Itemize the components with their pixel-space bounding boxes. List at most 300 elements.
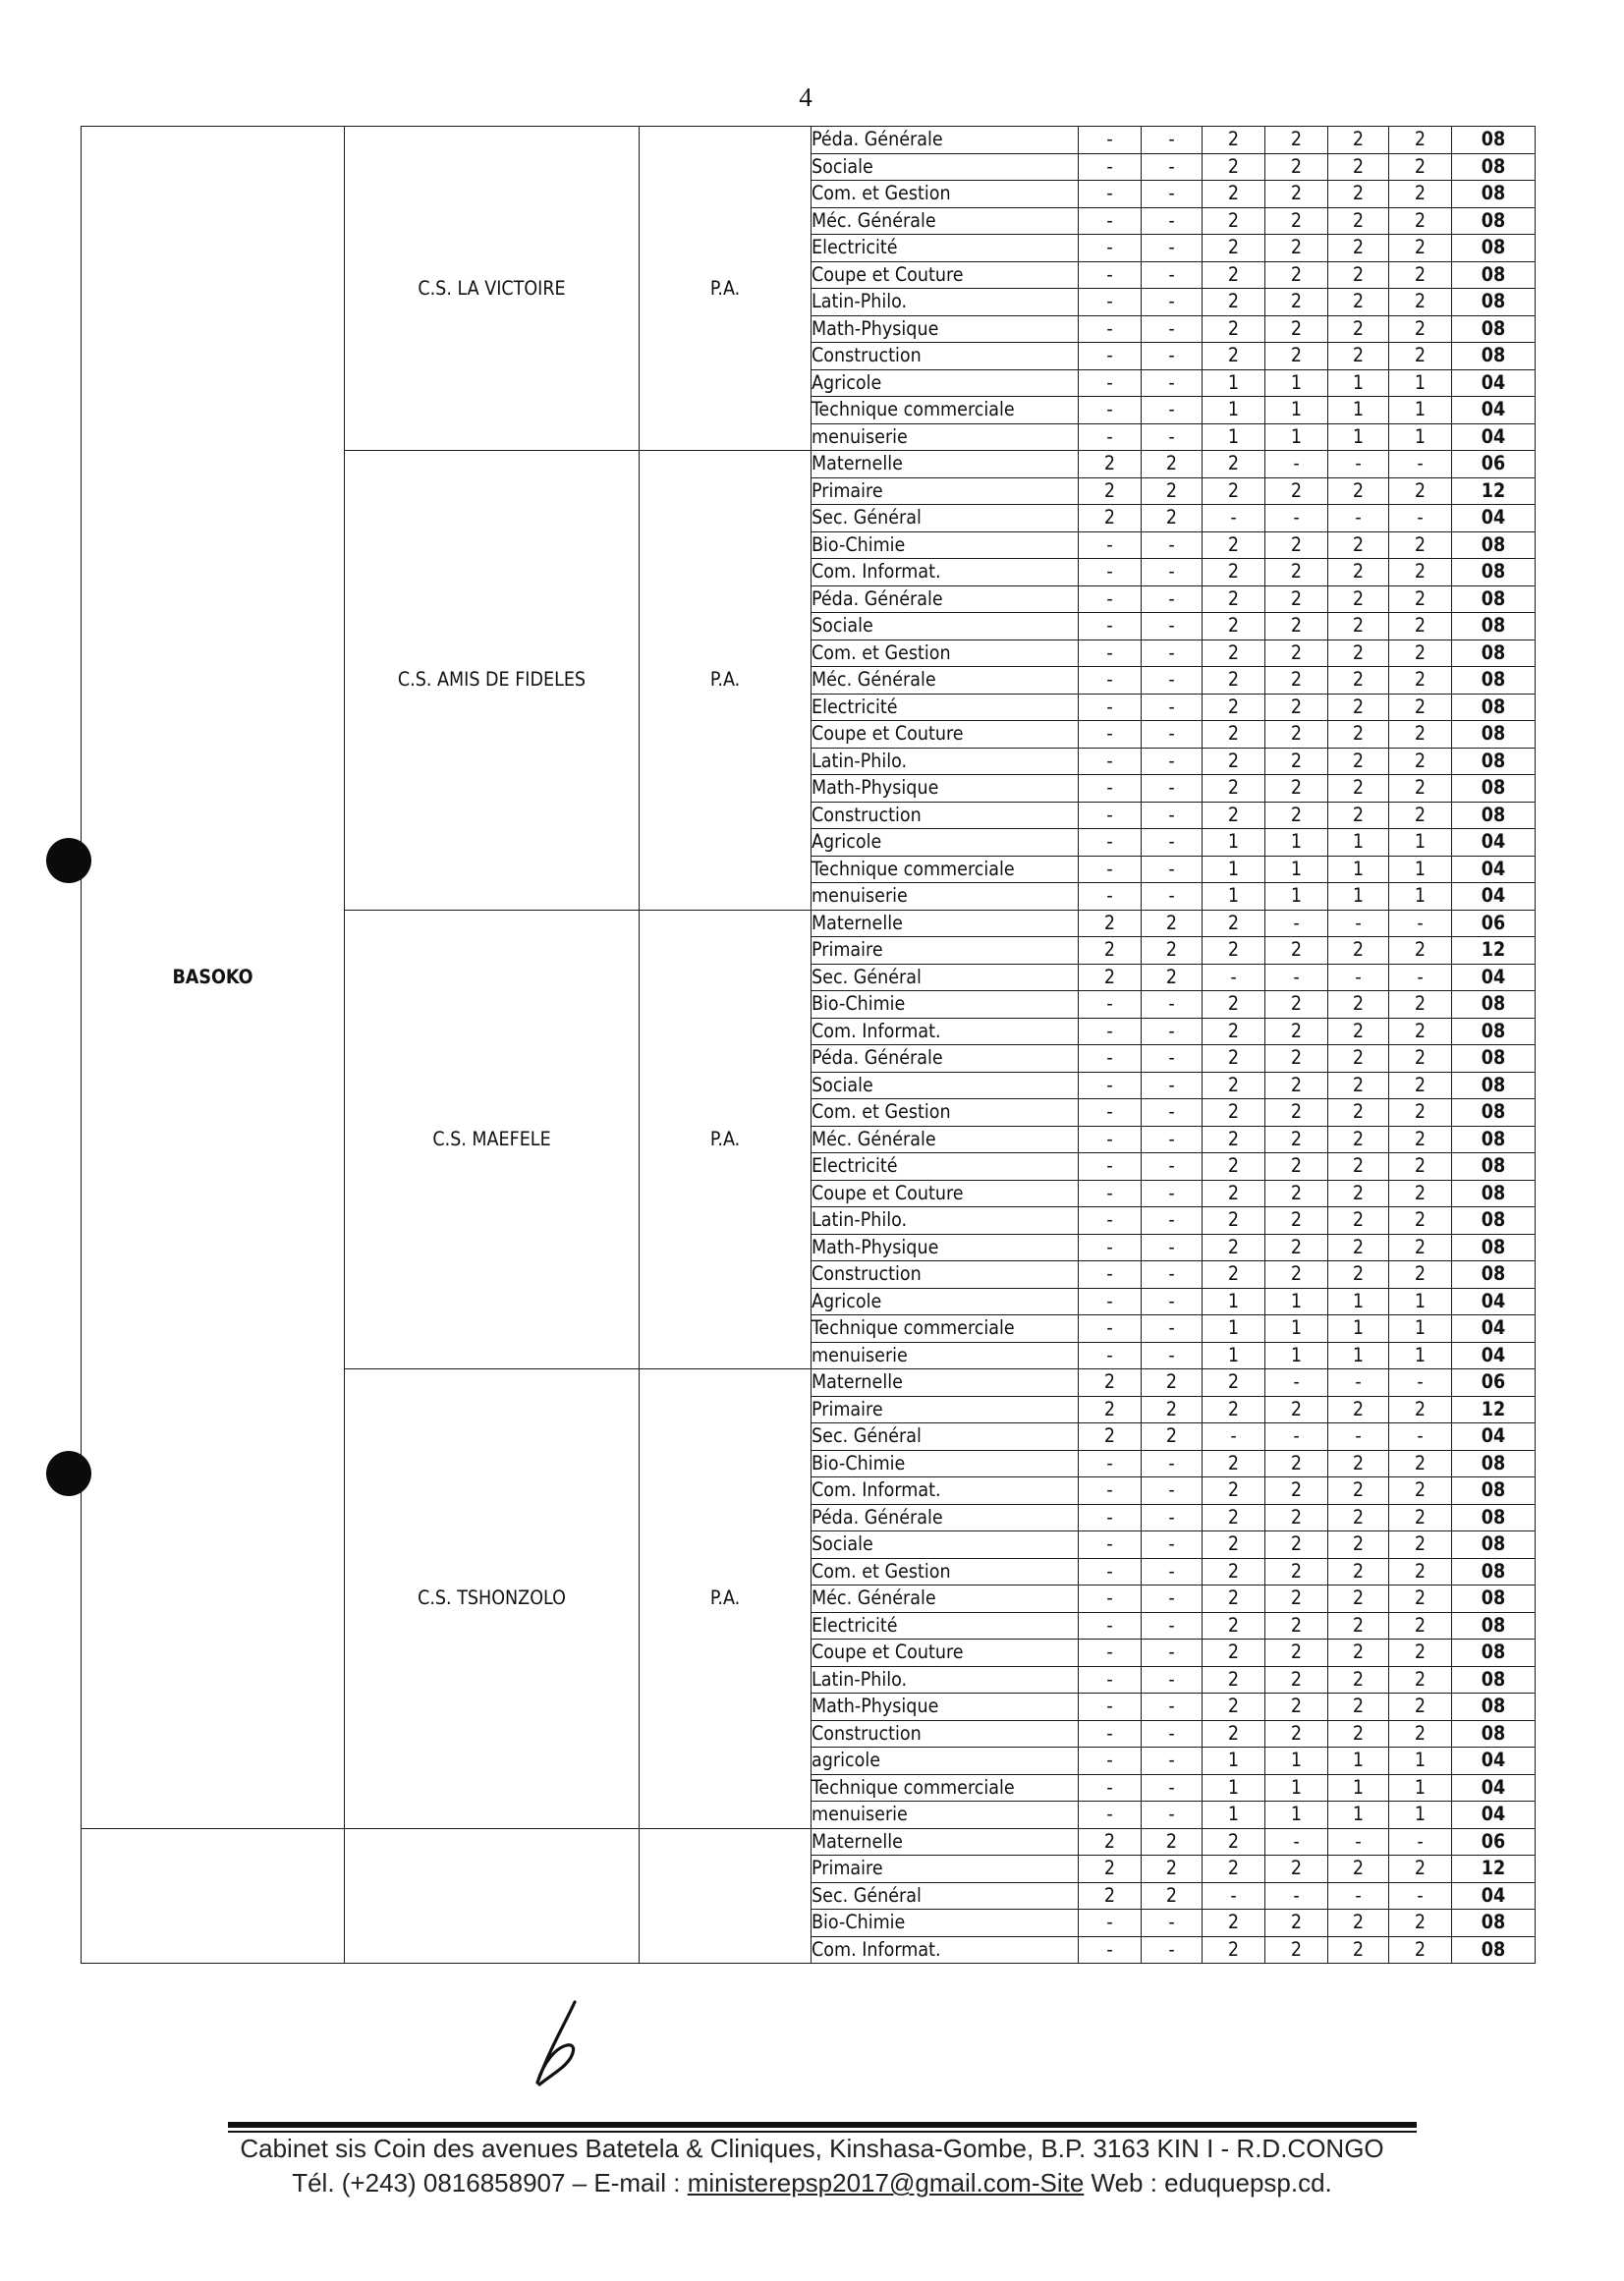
value-cell: 2	[1203, 937, 1265, 965]
option-cell: Méc. Générale	[812, 667, 1079, 695]
value-cell: 1	[1389, 1288, 1452, 1315]
total-cell: 08	[1452, 694, 1536, 721]
table-body	[82, 127, 1536, 1964]
value-cell: -	[1389, 964, 1452, 991]
option-cell: Sec. Général	[812, 1882, 1079, 1910]
page-number: 4	[799, 83, 812, 112]
value-cell: 2	[1265, 802, 1328, 829]
value-cell: 2	[1203, 613, 1265, 640]
value-cell: 2	[1328, 1531, 1389, 1559]
value-cell: -	[1142, 1450, 1203, 1477]
value-cell: -	[1265, 505, 1328, 532]
value-cell: 2	[1328, 694, 1389, 721]
value-cell: 2	[1142, 937, 1203, 965]
value-cell: -	[1079, 343, 1142, 370]
value-cell: 2	[1265, 1720, 1328, 1748]
value-cell: 2	[1389, 937, 1452, 965]
option-cell: Sec. Général	[812, 964, 1079, 991]
value-cell: 2	[1203, 1640, 1265, 1667]
value-cell: 1	[1328, 1288, 1389, 1315]
value-cell: 2	[1328, 343, 1389, 370]
total-cell: 08	[1452, 207, 1536, 235]
total-cell: 04	[1452, 964, 1536, 991]
value-cell: -	[1142, 559, 1203, 586]
value-cell: 2	[1265, 531, 1328, 559]
total-cell: 08	[1452, 1126, 1536, 1153]
value-cell: 2	[1265, 640, 1328, 667]
value-cell: 2	[1328, 1910, 1389, 1937]
regime-cell: P.A.	[640, 910, 812, 1369]
value-cell: 2	[1328, 477, 1389, 505]
value-cell: -	[1142, 748, 1203, 775]
value-cell: 1	[1389, 1315, 1452, 1343]
value-cell: 2	[1203, 1180, 1265, 1207]
value-cell: 2	[1328, 991, 1389, 1019]
value-cell: 2	[1389, 1072, 1452, 1099]
value-cell: 2	[1328, 613, 1389, 640]
total-cell: 08	[1452, 1586, 1536, 1613]
table-row	[82, 127, 1536, 154]
total-cell: 08	[1452, 667, 1536, 695]
value-cell: -	[1142, 531, 1203, 559]
value-cell: 1	[1265, 369, 1328, 397]
value-cell: 2	[1328, 1180, 1389, 1207]
value-cell: -	[1328, 1828, 1389, 1856]
value-cell: -	[1328, 451, 1389, 478]
value-cell: -	[1142, 1180, 1203, 1207]
footer-rule	[228, 2122, 1417, 2128]
value-cell: 2	[1203, 153, 1265, 181]
value-cell: 1	[1203, 1342, 1265, 1369]
footer-contact	[0, 2168, 1624, 2198]
total-cell: 08	[1452, 748, 1536, 775]
value-cell: -	[1142, 261, 1203, 289]
total-cell: 08	[1452, 559, 1536, 586]
value-cell: 2	[1265, 694, 1328, 721]
value-cell: 2	[1265, 775, 1328, 803]
value-cell: 2	[1328, 1612, 1389, 1640]
value-cell: -	[1079, 829, 1142, 857]
option-cell: Agricole	[812, 369, 1079, 397]
value-cell: 2	[1328, 1450, 1389, 1477]
value-cell: -	[1079, 1180, 1142, 1207]
value-cell: 2	[1203, 1531, 1265, 1559]
value-cell: -	[1328, 1369, 1389, 1397]
value-cell: 1	[1265, 423, 1328, 451]
option-cell: Construction	[812, 343, 1079, 370]
value-cell: -	[1142, 1099, 1203, 1127]
value-cell: 2	[1203, 477, 1265, 505]
value-cell: 2	[1203, 640, 1265, 667]
value-cell: -	[1079, 1450, 1142, 1477]
value-cell: -	[1328, 1423, 1389, 1451]
option-cell: menuiserie	[812, 883, 1079, 911]
total-cell: 08	[1452, 1612, 1536, 1640]
total-cell: 08	[1452, 775, 1536, 803]
value-cell: 2	[1142, 1828, 1203, 1856]
value-cell: 1	[1203, 369, 1265, 397]
value-cell: -	[1142, 235, 1203, 262]
value-cell: 2	[1389, 1018, 1452, 1045]
option-cell: Latin-Philo.	[812, 289, 1079, 316]
value-cell: -	[1389, 505, 1452, 532]
value-cell: 2	[1203, 289, 1265, 316]
value-cell: 1	[1203, 829, 1265, 857]
total-cell: 08	[1452, 1531, 1536, 1559]
value-cell: 2	[1203, 1504, 1265, 1531]
value-cell: 2	[1203, 1694, 1265, 1721]
value-cell: -	[1265, 1882, 1328, 1910]
option-cell: Péda. Générale	[812, 585, 1079, 613]
total-cell: 08	[1452, 343, 1536, 370]
total-cell: 12	[1452, 1856, 1536, 1883]
value-cell: -	[1142, 423, 1203, 451]
value-cell: 2	[1265, 1207, 1328, 1235]
value-cell: 2	[1389, 640, 1452, 667]
total-cell: 04	[1452, 1315, 1536, 1343]
value-cell: 2	[1265, 181, 1328, 208]
value-cell: -	[1079, 423, 1142, 451]
value-cell: 2	[1203, 1720, 1265, 1748]
regime-cell: P.A.	[640, 1369, 812, 1829]
value-cell: 2	[1328, 1856, 1389, 1883]
value-cell: -	[1203, 1882, 1265, 1910]
option-cell: Electricité	[812, 235, 1079, 262]
value-cell: 2	[1328, 640, 1389, 667]
value-cell: 2	[1079, 1396, 1142, 1423]
option-cell: Math-Physique	[812, 1234, 1079, 1261]
value-cell: 2	[1203, 1018, 1265, 1045]
option-cell: Bio-Chimie	[812, 531, 1079, 559]
option-cell: Technique commerciale	[812, 397, 1079, 424]
value-cell: 2	[1265, 1936, 1328, 1964]
value-cell: 2	[1389, 1558, 1452, 1586]
value-cell: 2	[1328, 315, 1389, 343]
value-cell: 2	[1389, 1396, 1452, 1423]
value-cell: 1	[1203, 1315, 1265, 1343]
value-cell: -	[1142, 640, 1203, 667]
value-cell: 2	[1265, 1396, 1328, 1423]
value-cell: 2	[1328, 1666, 1389, 1694]
value-cell: 2	[1389, 775, 1452, 803]
district-cell: BASOKO	[82, 127, 345, 1829]
value-cell: 2	[1265, 207, 1328, 235]
value-cell: -	[1142, 667, 1203, 695]
value-cell: 2	[1328, 235, 1389, 262]
option-cell: Construction	[812, 802, 1079, 829]
value-cell: 2	[1203, 585, 1265, 613]
value-cell: 2	[1265, 1612, 1328, 1640]
value-cell: -	[1142, 802, 1203, 829]
value-cell: -	[1079, 1261, 1142, 1289]
value-cell: 2	[1328, 1018, 1389, 1045]
value-cell: -	[1079, 289, 1142, 316]
option-cell: Agricole	[812, 1288, 1079, 1315]
option-cell: Math-Physique	[812, 775, 1079, 803]
total-cell: 08	[1452, 1666, 1536, 1694]
value-cell: 2	[1265, 289, 1328, 316]
value-cell: -	[1142, 1612, 1203, 1640]
value-cell: 2	[1328, 1207, 1389, 1235]
option-cell: Maternelle	[812, 451, 1079, 478]
value-cell: 2	[1328, 289, 1389, 316]
total-cell: 04	[1452, 829, 1536, 857]
value-cell: 2	[1203, 1099, 1265, 1127]
value-cell: 2	[1265, 585, 1328, 613]
option-cell: Sociale	[812, 613, 1079, 640]
value-cell: 1	[1389, 1342, 1452, 1369]
value-cell: 2	[1389, 1586, 1452, 1613]
value-cell: 2	[1328, 153, 1389, 181]
value-cell: 2	[1203, 1207, 1265, 1235]
value-cell: -	[1389, 910, 1452, 937]
value-cell: 2	[1265, 937, 1328, 965]
value-cell: 2	[1265, 1558, 1328, 1586]
value-cell: 2	[1142, 505, 1203, 532]
value-cell: 2	[1203, 721, 1265, 749]
value-cell: -	[1142, 397, 1203, 424]
total-cell: 04	[1452, 1882, 1536, 1910]
value-cell: -	[1142, 1720, 1203, 1748]
value-cell: 1	[1389, 883, 1452, 911]
value-cell: 2	[1389, 343, 1452, 370]
value-cell: 2	[1328, 1558, 1389, 1586]
value-cell: 2	[1203, 343, 1265, 370]
value-cell: 2	[1265, 1694, 1328, 1721]
value-cell: 2	[1265, 613, 1328, 640]
total-cell: 08	[1452, 289, 1536, 316]
value-cell: 2	[1265, 1126, 1328, 1153]
value-cell: -	[1389, 1828, 1452, 1856]
value-cell: 1	[1265, 1288, 1328, 1315]
total-cell: 08	[1452, 1180, 1536, 1207]
value-cell: 2	[1079, 937, 1142, 965]
value-cell: -	[1079, 1720, 1142, 1748]
value-cell: -	[1265, 451, 1328, 478]
value-cell: -	[1142, 1531, 1203, 1559]
value-cell: -	[1142, 127, 1203, 154]
value-cell: -	[1142, 1315, 1203, 1343]
value-cell: 2	[1328, 1261, 1389, 1289]
value-cell: -	[1142, 1126, 1203, 1153]
value-cell: 1	[1203, 1802, 1265, 1829]
total-cell: 04	[1452, 505, 1536, 532]
total-cell: 04	[1452, 1342, 1536, 1369]
value-cell: -	[1079, 315, 1142, 343]
value-cell: 2	[1328, 1504, 1389, 1531]
value-cell: -	[1079, 856, 1142, 883]
value-cell: 1	[1265, 1802, 1328, 1829]
value-cell: -	[1079, 721, 1142, 749]
total-cell: 08	[1452, 153, 1536, 181]
footer-address: Cabinet sis Coin des avenues Batetela & Cliniques, Kinshasa-Gombe, B.P. 3163 KIN I - R.D.CONGO	[240, 2134, 1384, 2163]
value-cell: -	[1079, 1694, 1142, 1721]
value-cell: 2	[1389, 207, 1452, 235]
footer-rule	[228, 2131, 1417, 2133]
value-cell: 2	[1203, 207, 1265, 235]
value-cell: 2	[1389, 1153, 1452, 1181]
value-cell: -	[1079, 1774, 1142, 1802]
value-cell: -	[1079, 748, 1142, 775]
value-cell: 1	[1265, 1748, 1328, 1775]
value-cell: -	[1142, 1910, 1203, 1937]
total-cell: 08	[1452, 315, 1536, 343]
value-cell: 2	[1389, 991, 1452, 1019]
value-cell: -	[1142, 207, 1203, 235]
total-cell: 04	[1452, 1288, 1536, 1315]
value-cell: 2	[1265, 1099, 1328, 1127]
value-cell: -	[1142, 343, 1203, 370]
total-cell: 08	[1452, 1450, 1536, 1477]
total-cell: 04	[1452, 883, 1536, 911]
value-cell: 2	[1203, 1234, 1265, 1261]
value-cell: 2	[1389, 1640, 1452, 1667]
value-cell: -	[1079, 585, 1142, 613]
value-cell: -	[1079, 397, 1142, 424]
value-cell: -	[1079, 1910, 1142, 1937]
value-cell: -	[1142, 1586, 1203, 1613]
value-cell: -	[1079, 1207, 1142, 1235]
value-cell: -	[1079, 1504, 1142, 1531]
value-cell: -	[1079, 775, 1142, 803]
total-cell: 08	[1452, 1558, 1536, 1586]
option-cell: Math-Physique	[812, 1694, 1079, 1721]
value-cell: 1	[1265, 829, 1328, 857]
option-cell: Sec. Général	[812, 1423, 1079, 1451]
total-cell: 06	[1452, 910, 1536, 937]
total-cell: 08	[1452, 235, 1536, 262]
value-cell: -	[1203, 505, 1265, 532]
regime-cell: P.A.	[640, 451, 812, 911]
value-cell: 2	[1142, 1856, 1203, 1883]
value-cell: 2	[1389, 531, 1452, 559]
value-cell: -	[1079, 1936, 1142, 1964]
footer-phone: Tél. (+243) 0816858907 – E-mail :	[292, 2168, 688, 2198]
value-cell: -	[1079, 1342, 1142, 1369]
total-cell: 08	[1452, 1153, 1536, 1181]
value-cell: -	[1142, 1504, 1203, 1531]
value-cell: -	[1142, 775, 1203, 803]
option-cell: Electricité	[812, 694, 1079, 721]
value-cell: -	[1142, 1748, 1203, 1775]
option-cell: Primaire	[812, 477, 1079, 505]
footer-email-link[interactable]: ministerepsp2017@gmail.com-Site	[687, 2168, 1085, 2198]
value-cell: 2	[1203, 1450, 1265, 1477]
value-cell: -	[1142, 181, 1203, 208]
value-cell: 2	[1389, 1936, 1452, 1964]
option-cell: Péda. Générale	[812, 127, 1079, 154]
value-cell: 2	[1079, 964, 1142, 991]
value-cell: -	[1079, 1640, 1142, 1667]
value-cell: 2	[1389, 1099, 1452, 1127]
value-cell: -	[1079, 181, 1142, 208]
value-cell: 2	[1265, 1018, 1328, 1045]
value-cell: 2	[1389, 559, 1452, 586]
value-cell: -	[1142, 1477, 1203, 1505]
value-cell: 2	[1389, 289, 1452, 316]
total-cell: 12	[1452, 937, 1536, 965]
value-cell: -	[1079, 1288, 1142, 1315]
option-cell: Agricole	[812, 829, 1079, 857]
value-cell: 2	[1328, 1694, 1389, 1721]
value-cell: 2	[1203, 1666, 1265, 1694]
value-cell: 1	[1203, 856, 1265, 883]
value-cell: 1	[1203, 423, 1265, 451]
value-cell: 2	[1203, 315, 1265, 343]
school-name-cell	[345, 1828, 640, 1964]
value-cell: -	[1389, 451, 1452, 478]
total-cell: 08	[1452, 640, 1536, 667]
value-cell: 2	[1265, 343, 1328, 370]
value-cell: 2	[1328, 127, 1389, 154]
value-cell: 2	[1389, 1531, 1452, 1559]
value-cell: 2	[1389, 1612, 1452, 1640]
option-cell: Latin-Philo.	[812, 1666, 1079, 1694]
value-cell: 2	[1328, 721, 1389, 749]
option-cell: Com. et Gestion	[812, 1558, 1079, 1586]
table-row	[82, 1828, 1536, 1856]
option-cell: Primaire	[812, 937, 1079, 965]
value-cell: 2	[1389, 1504, 1452, 1531]
value-cell: 2	[1328, 1477, 1389, 1505]
value-cell: -	[1079, 1586, 1142, 1613]
value-cell: 2	[1203, 694, 1265, 721]
value-cell: 2	[1265, 235, 1328, 262]
value-cell: 2	[1265, 1234, 1328, 1261]
value-cell: 2	[1079, 910, 1142, 937]
value-cell: 1	[1265, 1342, 1328, 1369]
option-cell: Primaire	[812, 1396, 1079, 1423]
value-cell: 1	[1265, 1774, 1328, 1802]
value-cell: 1	[1328, 856, 1389, 883]
value-cell: 2	[1265, 153, 1328, 181]
value-cell: 1	[1265, 856, 1328, 883]
value-cell: 2	[1328, 1234, 1389, 1261]
value-cell: 2	[1389, 315, 1452, 343]
value-cell: 2	[1265, 1045, 1328, 1073]
value-cell: -	[1079, 1666, 1142, 1694]
value-cell: 1	[1389, 1748, 1452, 1775]
value-cell: 2	[1389, 585, 1452, 613]
value-cell: 2	[1203, 775, 1265, 803]
regime-cell	[640, 1828, 812, 1964]
value-cell: 2	[1328, 531, 1389, 559]
value-cell: 1	[1328, 423, 1389, 451]
value-cell: -	[1389, 1369, 1452, 1397]
value-cell: 2	[1389, 181, 1452, 208]
value-cell: 2	[1265, 1477, 1328, 1505]
value-cell: -	[1079, 1126, 1142, 1153]
value-cell: 2	[1328, 775, 1389, 803]
total-cell: 04	[1452, 1423, 1536, 1451]
total-cell: 08	[1452, 721, 1536, 749]
value-cell: -	[1079, 1072, 1142, 1099]
value-cell: 2	[1142, 1396, 1203, 1423]
value-cell: -	[1079, 1748, 1142, 1775]
value-cell: 2	[1203, 1396, 1265, 1423]
value-cell: 2	[1389, 1450, 1452, 1477]
total-cell: 08	[1452, 802, 1536, 829]
value-cell: 2	[1203, 1261, 1265, 1289]
option-cell: Construction	[812, 1720, 1079, 1748]
value-cell: -	[1203, 964, 1265, 991]
value-cell: -	[1079, 1234, 1142, 1261]
option-cell: Sec. Général	[812, 505, 1079, 532]
value-cell: -	[1265, 1423, 1328, 1451]
total-cell: 08	[1452, 613, 1536, 640]
value-cell: 2	[1203, 1558, 1265, 1586]
value-cell: -	[1079, 883, 1142, 911]
